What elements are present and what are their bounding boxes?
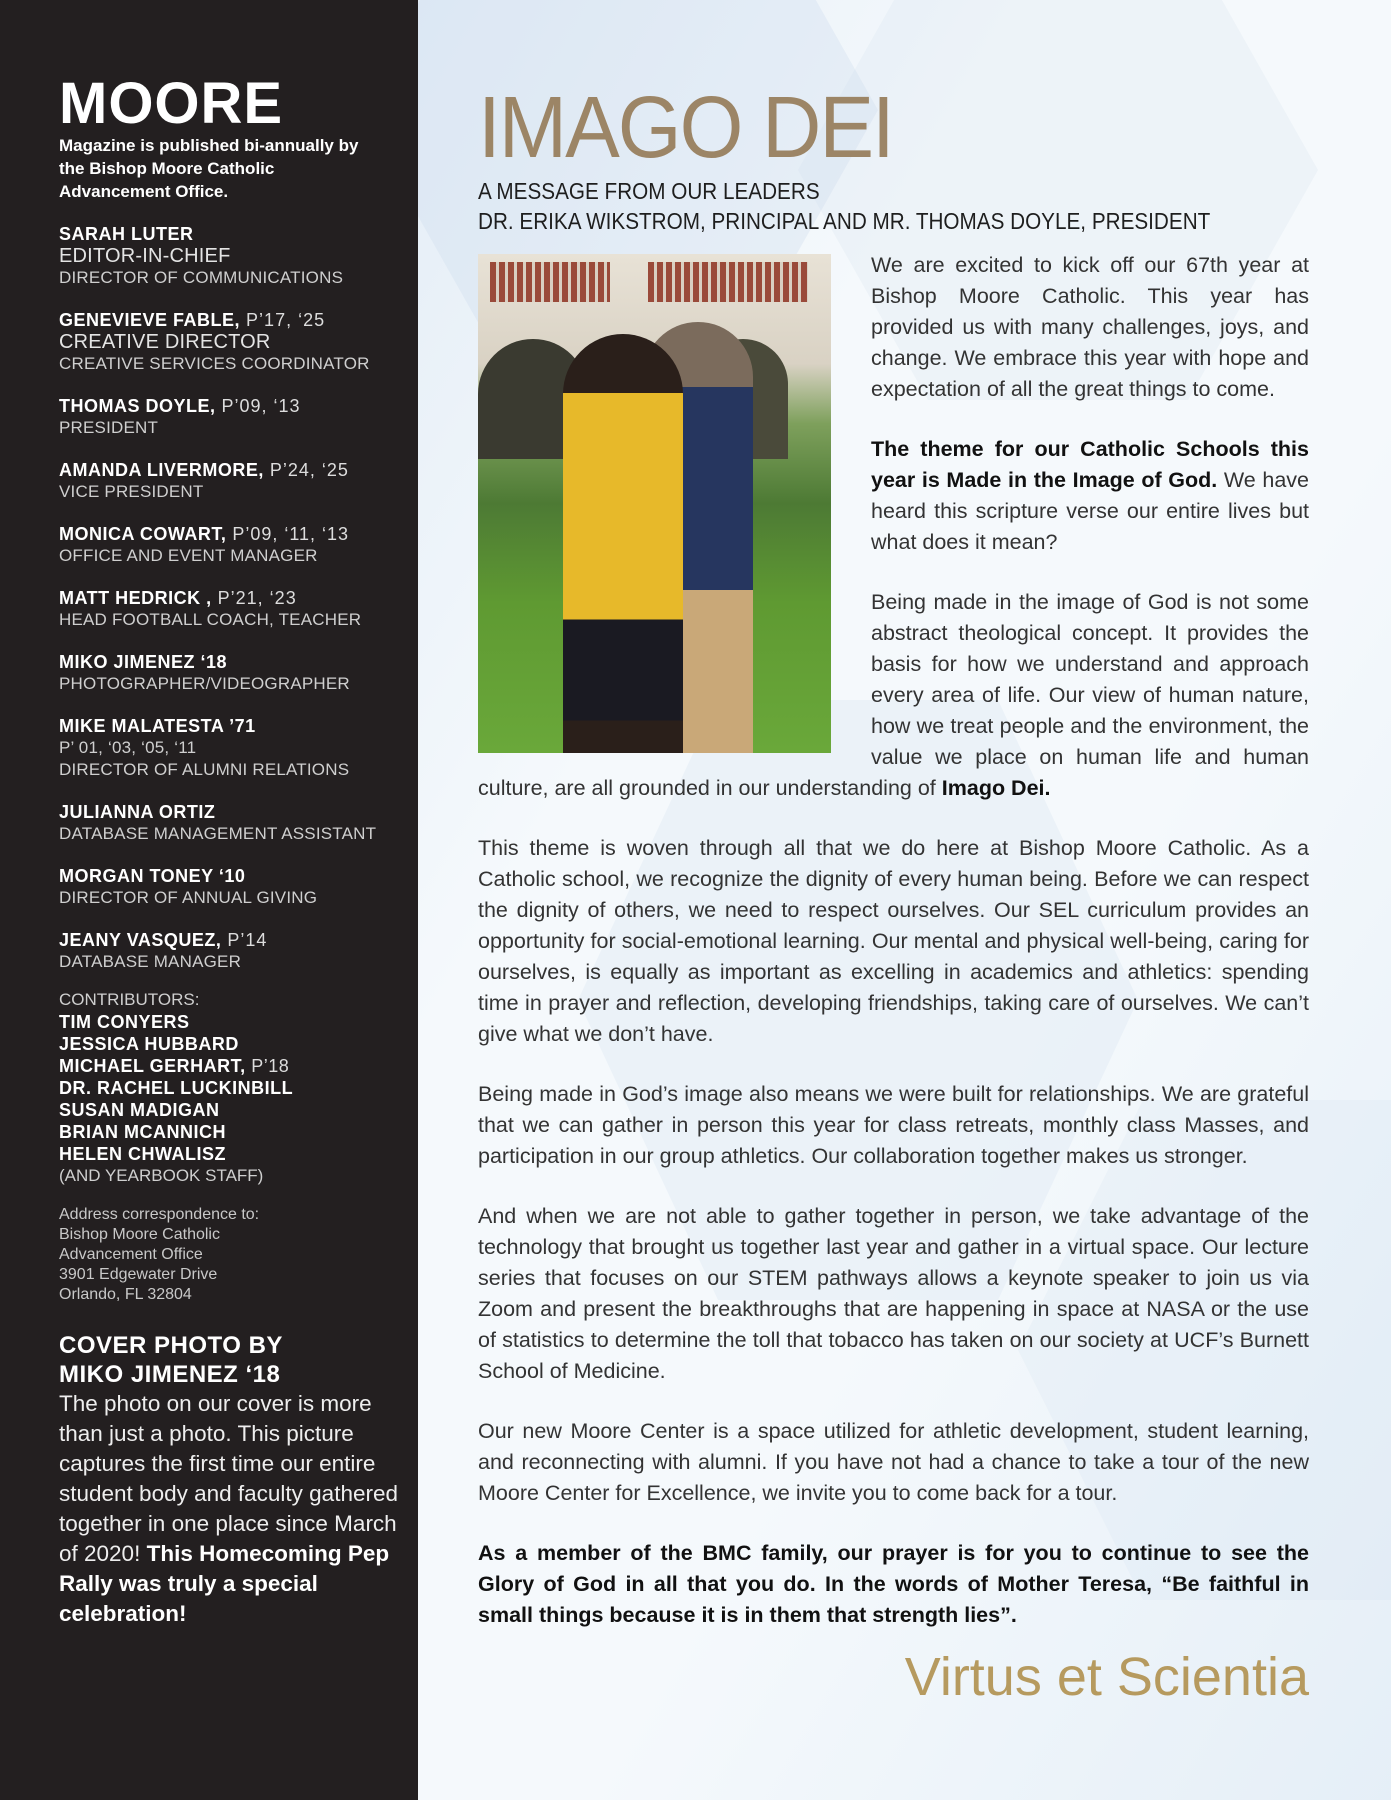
staff-title: P’ 01, ‘03, ‘05, ‘11 [59, 738, 197, 757]
staff-name [59, 801, 418, 823]
tagline: Magazine is published bi-annually by the Bishop Moore Catholic Advancement Office. [59, 136, 359, 201]
paragraph: This theme is woven through all that we do here at Bishop Moore Catholic. As a Catholic school, we recognize the dignity of every human being. Before we can respect the dignity of others, we need to respect ourselves. Our SEL curriculum provides an opportunity for social-emotional learning. Our mental and physical well-being, caring for ourselves, is equally as important as excelling in academics and athletics: spending time in prayer and reflection, developing friendships, taking care of ourselves. We can’t give what we don’t have. [478, 836, 1309, 1046]
cover-photo-text [59, 1389, 399, 1629]
photo-building [490, 262, 610, 302]
staff-name [59, 865, 418, 887]
address-line: Bishop Moore Catholic [59, 1226, 220, 1243]
contributor-name-text: TIM CONYERS [59, 1012, 190, 1032]
staff-name-text: JULIANNA ORTIZ [59, 802, 216, 822]
contributor-name [59, 1143, 418, 1165]
staff-name-text: AMANDA LIVERMORE, [59, 460, 264, 480]
staff-name-text: MONICA COWART, [59, 524, 227, 544]
staff-title: OFFICE AND EVENT MANAGER [59, 546, 318, 565]
subtitle-line: DR. ERIKA WIKSTROM, PRINCIPAL AND MR. THOMAS DOYLE, PRESIDENT [478, 208, 1211, 234]
staff-entry [59, 929, 418, 973]
staff-title: DATABASE MANAGEMENT ASSISTANT [59, 824, 377, 843]
paragraph-bold: Imago Dei. [941, 776, 1051, 800]
address-line: 3901 Edgewater Drive [59, 1266, 218, 1283]
contributor-name-text: HELEN CHWALISZ [59, 1144, 226, 1164]
closing-paragraph: As a member of the BMC family, our prayer is for you to continue to see the Glory of God in all that you do. In the words of Mother Teresa, “Be faithful in small things because it is in them that strength lies”. [478, 1541, 1309, 1627]
cover-heading-line: MIKO JIMENEZ ‘18 [59, 1361, 281, 1388]
staff-entry [59, 523, 418, 567]
staff-name-text: MIKE MALATESTA ’71 [59, 716, 256, 736]
staff-class-years: P’17, ‘25 [240, 310, 326, 330]
address-line: Advancement Office [59, 1246, 203, 1263]
cover-photo-heading [59, 1331, 418, 1389]
paragraph-text: Being made in the image of God is not some abstract theological concept. It provides the basis for how we understand and approach every area of life. Our view of human nature, how we treat people and the environment, the value we place on human life and human culture, are all grounded in our understanding of [478, 590, 1309, 800]
cover-text-bold: This Homecoming Pep Rally was truly a special celebration! [59, 1541, 390, 1626]
staff-name-text: JEANY VASQUEZ, [59, 930, 222, 950]
address-line: Address correspondence to: [59, 1206, 260, 1223]
address-line: Orlando, FL 32804 [59, 1286, 192, 1303]
staff-entry [59, 587, 418, 631]
contributor-name-text: DR. RACHEL LUCKINBILL [59, 1078, 294, 1098]
article-body [478, 250, 1309, 1631]
contributors-label: CONTRIBUTORS: [59, 990, 200, 1009]
staff-name [59, 223, 418, 245]
staff-entry [59, 459, 418, 503]
contributors-section [59, 989, 418, 1187]
staff-name [59, 715, 418, 737]
contributor-name [59, 1077, 418, 1099]
staff-class-years: P’09, ‘11, ‘13 [226, 524, 350, 544]
staff-entry [59, 223, 418, 289]
school-motto: Virtus et Scientia [904, 1647, 1309, 1707]
photo-building [648, 262, 808, 302]
cover-text: The photo on our cover is more than just a photo. This picture captures the first time our entire student body and faculty gathered together in one place since March of 2020! [59, 1391, 398, 1566]
leaders-photo [478, 254, 831, 753]
staff-title: PHOTOGRAPHER/VIDEOGRAPHER [59, 674, 350, 693]
article-title: IMAGO DEI [478, 79, 893, 177]
staff-entry [59, 865, 418, 909]
staff-entry [59, 715, 418, 781]
staff-class-years: P’24, ‘25 [263, 460, 349, 480]
staff-name-text: SARAH LUTER [59, 224, 194, 244]
staff-title: CREATIVE SERVICES COORDINATOR [59, 354, 370, 373]
staff-name [59, 587, 418, 609]
staff-entry [59, 395, 418, 439]
staff-entry [59, 309, 418, 375]
contributor-name [59, 1055, 418, 1077]
staff-class-years: P’21, ‘23 [211, 588, 297, 608]
staff-name [59, 523, 418, 545]
photo-person-principal [563, 334, 683, 753]
paragraph-bold: The theme for our Catholic Schools this year is Made in the Image of God. [871, 437, 1309, 492]
contributor-class-year: P’18 [245, 1056, 290, 1076]
paragraph: Being made in God’s image also means we were built for relationships. We are grateful that we can gather in person this year for class retreats, monthly class Masses, and participation in our group athletics. Our collaboration together makes us stronger. [478, 1082, 1309, 1168]
staff-title: EDITOR-IN-CHIEF [59, 245, 231, 267]
contributor-name [59, 1011, 418, 1033]
staff-class-years: P’09, ‘13 [215, 396, 301, 416]
staff-title: DIRECTOR OF COMMUNICATIONS [59, 268, 344, 287]
magazine-logo: MOORE [59, 71, 284, 136]
contributors-list [59, 1011, 418, 1165]
staff-title: PRESIDENT [59, 418, 159, 437]
staff-entry [59, 801, 418, 845]
masthead-sidebar [0, 0, 418, 1800]
contributor-name-text: MICHAEL GERHART, [59, 1056, 246, 1076]
staff-title: DIRECTOR OF ALUMNI RELATIONS [59, 760, 350, 779]
paragraph: Our new Moore Center is a space utilized for athletic development, student learning, and reconnecting with alumni. If you have not had a chance to take a tour of the new Moore Center for Excellence, we invite you to come back for a tour. [478, 1419, 1309, 1505]
staff-title: DATABASE MANAGER [59, 952, 242, 971]
contributor-name-text: BRIAN MCANNICH [59, 1122, 226, 1142]
article-subtitle [478, 176, 1306, 236]
staff-title: VICE PRESIDENT [59, 482, 204, 501]
paragraph: We are excited to kick off our 67th year at Bishop Moore Catholic. This year has provided us with many challenges, joys, and change. We embrace this year with hope and expectation of all the great things to come. [871, 253, 1309, 401]
staff-name-text: MIKO JIMENEZ ‘18 [59, 652, 228, 672]
staff-title: DIRECTOR OF ANNUAL GIVING [59, 888, 318, 907]
staff-name [59, 395, 418, 417]
contributor-name-text: SUSAN MADIGAN [59, 1100, 220, 1120]
staff-name [59, 929, 418, 951]
article-content [478, 79, 1309, 1707]
staff-class-years: P’14 [221, 930, 268, 950]
staff-name [59, 459, 418, 481]
staff-name-text: GENEVIEVE FABLE, [59, 310, 241, 330]
contributors-note: (AND YEARBOOK STAFF) [59, 1166, 264, 1185]
main-article [418, 0, 1391, 1800]
paragraph-text: We have heard this scripture verse our entire lives but what does it mean? [871, 468, 1309, 554]
staff-name [59, 651, 418, 673]
contributor-name [59, 1121, 418, 1143]
staff-name-text: MORGAN TONEY ‘10 [59, 866, 246, 886]
contributor-name-text: JESSICA HUBBARD [59, 1034, 239, 1054]
staff-name-text: THOMAS DOYLE, [59, 396, 216, 416]
contributor-name [59, 1033, 418, 1055]
staff-title: HEAD FOOTBALL COACH, TEACHER [59, 610, 362, 629]
staff-entry [59, 651, 418, 695]
paragraph: And when we are not able to gather together in person, we take advantage of the technology that brought us together last year and gather in a virtual space. Our lecture series that focuses on our STEM pathways allows a keynote speaker to join us via Zoom and present the breakthroughs that are happening in space at NASA or the use of statistics to determine the toll that tobacco has taken on our society at UCF’s Burnett School of Medicine. [478, 1204, 1309, 1383]
staff-name [59, 309, 418, 331]
staff-title: CREATIVE DIRECTOR [59, 331, 271, 353]
staff-name-text: MATT HEDRICK , [59, 588, 212, 608]
cover-heading-line: COVER PHOTO BY [59, 1332, 283, 1359]
subtitle-line: A MESSAGE FROM OUR LEADERS [478, 178, 820, 204]
contributor-name [59, 1099, 418, 1121]
staff-list [59, 223, 418, 973]
correspondence-address [59, 1205, 418, 1305]
